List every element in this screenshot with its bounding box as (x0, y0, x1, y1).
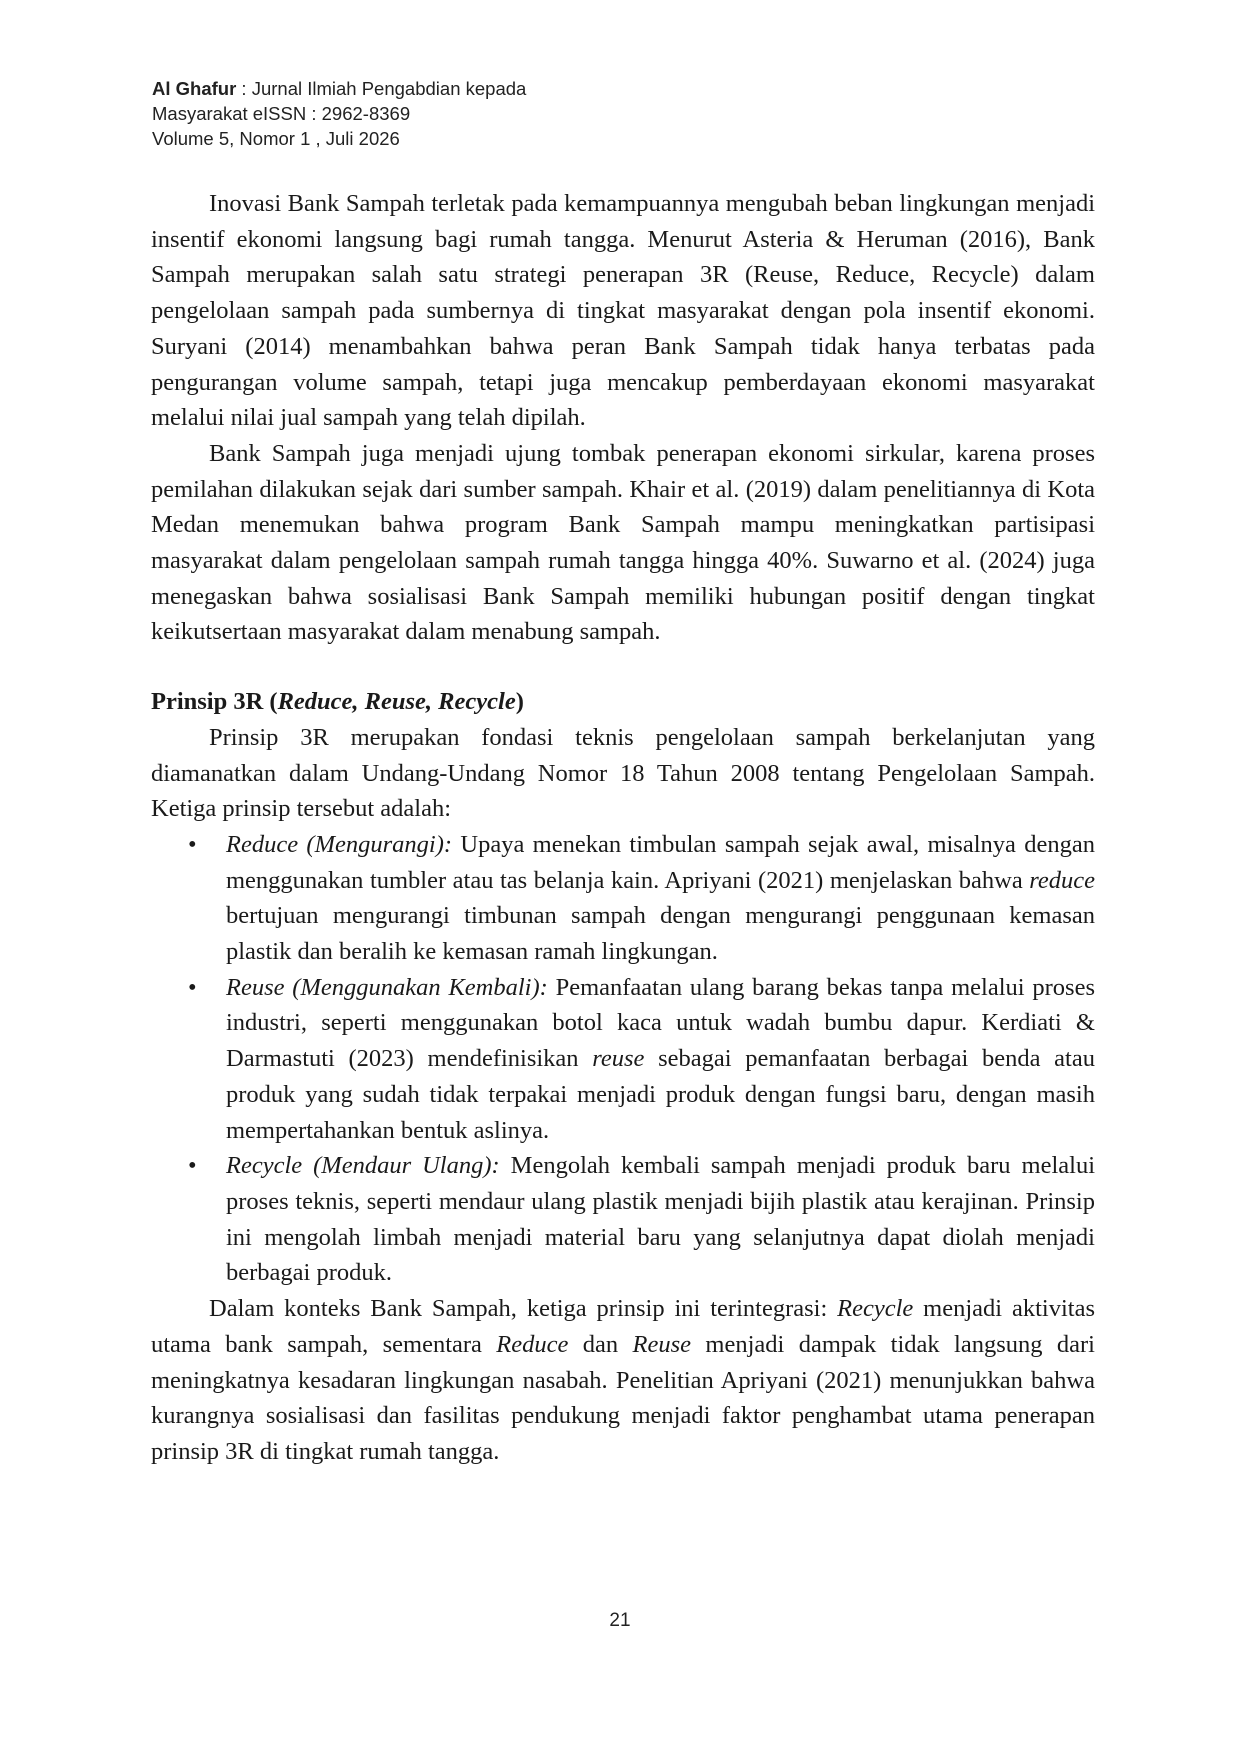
heading-suffix: ) (515, 688, 524, 716)
page-number: 21 (609, 1610, 631, 1631)
item-italic: reduce (1029, 866, 1095, 894)
paragraph-closing (151, 1291, 1095, 1470)
closing-italic: Recycle (837, 1295, 914, 1323)
journal-name: Al Ghafur (152, 78, 237, 99)
item-text: bertujuan mengurangi timbunan sampah dengan mengurangi penggunaan kemasan plastik dan beralih ke kemasan ramah lingkungan. (226, 902, 1095, 966)
header-volume: Volume 5, Nomor 1 , Juli 2026 (152, 128, 400, 149)
list-item-reduce (151, 827, 1095, 970)
term-reduce: Reduce (Mengurangi): (226, 830, 453, 858)
term-recycle: Recycle (Mendaur Ulang): (226, 1152, 500, 1180)
journal-header (152, 76, 526, 151)
bullet-icon: • (188, 1152, 197, 1180)
item-text: Upaya menekan timbulan sampah sejak awal, misalnya dengan menggunakan tumbler atau tas belanja kain. Apriyani (2021) menjelaskan bahwa (226, 830, 1095, 894)
item-text: Mengolah kembali sampah menjadi produk baru melalui proses teknis, seperti mendaur ulang plastik menjadi bijih plastik atau kerajinan. Prinsip ini mengolah limbah menjadi material baru yang selanjutnya dapat diolah menjadi berbagai produk. (226, 1152, 1096, 1287)
item-italic: reuse (592, 1045, 645, 1073)
section-heading (151, 684, 1095, 720)
item-text: Pemanfaatan ulang barang bekas tanpa melalui proses industri, seperti menggunakan botol kaca untuk wadah bumbu dapur. Kerdiati & Darmastuti (2023) mendefinisikan (226, 973, 1095, 1073)
bullet-icon: • (188, 830, 197, 858)
paragraph-bank-sampah-innovation: Inovasi Bank Sampah terletak pada kemampuannya mengubah beban lingkungan menjadi insentif ekonomi langsung bagi rumah tangga. Menurut Asteria & Heruman (2016), Bank Sampah merupakan salah satu strategi penerapan 3R (Reuse, Reduce, Recycle) dalam pengelolaan sampah pada sumbernya di tingkat masyarakat dengan pola insentif ekonomi. Suryani (2014) menambahkan bahwa peran Bank Sampah tidak hanya terbatas pada pengurangan volume sampah, tetapi juga mencakup pemberdayaan ekonomi masyarakat melalui nilai jual sampah yang telah dipilah. (151, 190, 1095, 432)
bullet-icon: • (188, 973, 197, 1001)
journal-description: : Jurnal Ilmiah Pengabdian kepada (236, 78, 527, 99)
list-item-reuse (151, 970, 1095, 1149)
heading-italic: Reduce, Reuse, Recycle (277, 688, 516, 716)
closing-italic: Reduce (496, 1330, 569, 1358)
header-line-1 (152, 76, 526, 101)
article-body (151, 186, 1095, 1470)
closing-text: dan (568, 1330, 633, 1358)
item-text: sebagai pemanfaatan berbagai benda atau produk yang sudah tidak terpakai menjadi produk dengan fungsi baru, dengan masih mempertahankan bentuk aslinya. (226, 1045, 1095, 1144)
heading-prefix: Prinsip 3R ( (151, 688, 278, 716)
closing-text: Dalam konteks Bank Sampah, ketiga prinsip ini terintegrasi: (209, 1295, 838, 1323)
section-intro: Prinsip 3R merupakan fondasi teknis pengelolaan sampah berkelanjutan yang diamanatkan dalam Undang-Undang Nomor 18 Tahun 2008 tentang Pengelolaan Sampah. Ketiga prinsip tersebut adalah: (151, 723, 1095, 823)
closing-text: menjadi aktivitas utama bank sampah, sementara (151, 1295, 1095, 1358)
header-issn: Masyarakat eISSN : 2962-8369 (152, 103, 411, 124)
principles-list (151, 827, 1095, 1291)
spacer (151, 650, 1095, 684)
paragraph-circular-economy: Bank Sampah juga menjadi ujung tombak penerapan ekonomi sirkular, karena proses pemilahan dilakukan sejak dari sumber sampah. Khair et al. (2019) dalam penelitiannya di Kota Medan menemukan bahwa program Bank Sampah mampu meningkatkan partisipasi masyarakat dalam pengelolaan sampah rumah tangga hingga 40%. Suwarno et al. (2024) juga menegaskan bahwa sosialisasi Bank Sampah memiliki hubungan positif dengan tingkat keikutsertaan masyarakat dalam menabung sampah. (151, 439, 1095, 646)
closing-italic: Reuse (632, 1330, 692, 1358)
term-reuse: Reuse (Menggunakan Kembali): (226, 973, 548, 1001)
closing-text: menjadi dampak tidak langsung dari meningkatnya kesadaran lingkungan nasabah. Penelitian Apriyani (2021) menunjukkan bahwa kurangnya sosialisasi dan fasilitas pendukung menjadi faktor penghambat utama penerapan prinsip 3R di tingkat rumah tangga. (151, 1330, 1095, 1465)
list-item-recycle (151, 1148, 1095, 1291)
